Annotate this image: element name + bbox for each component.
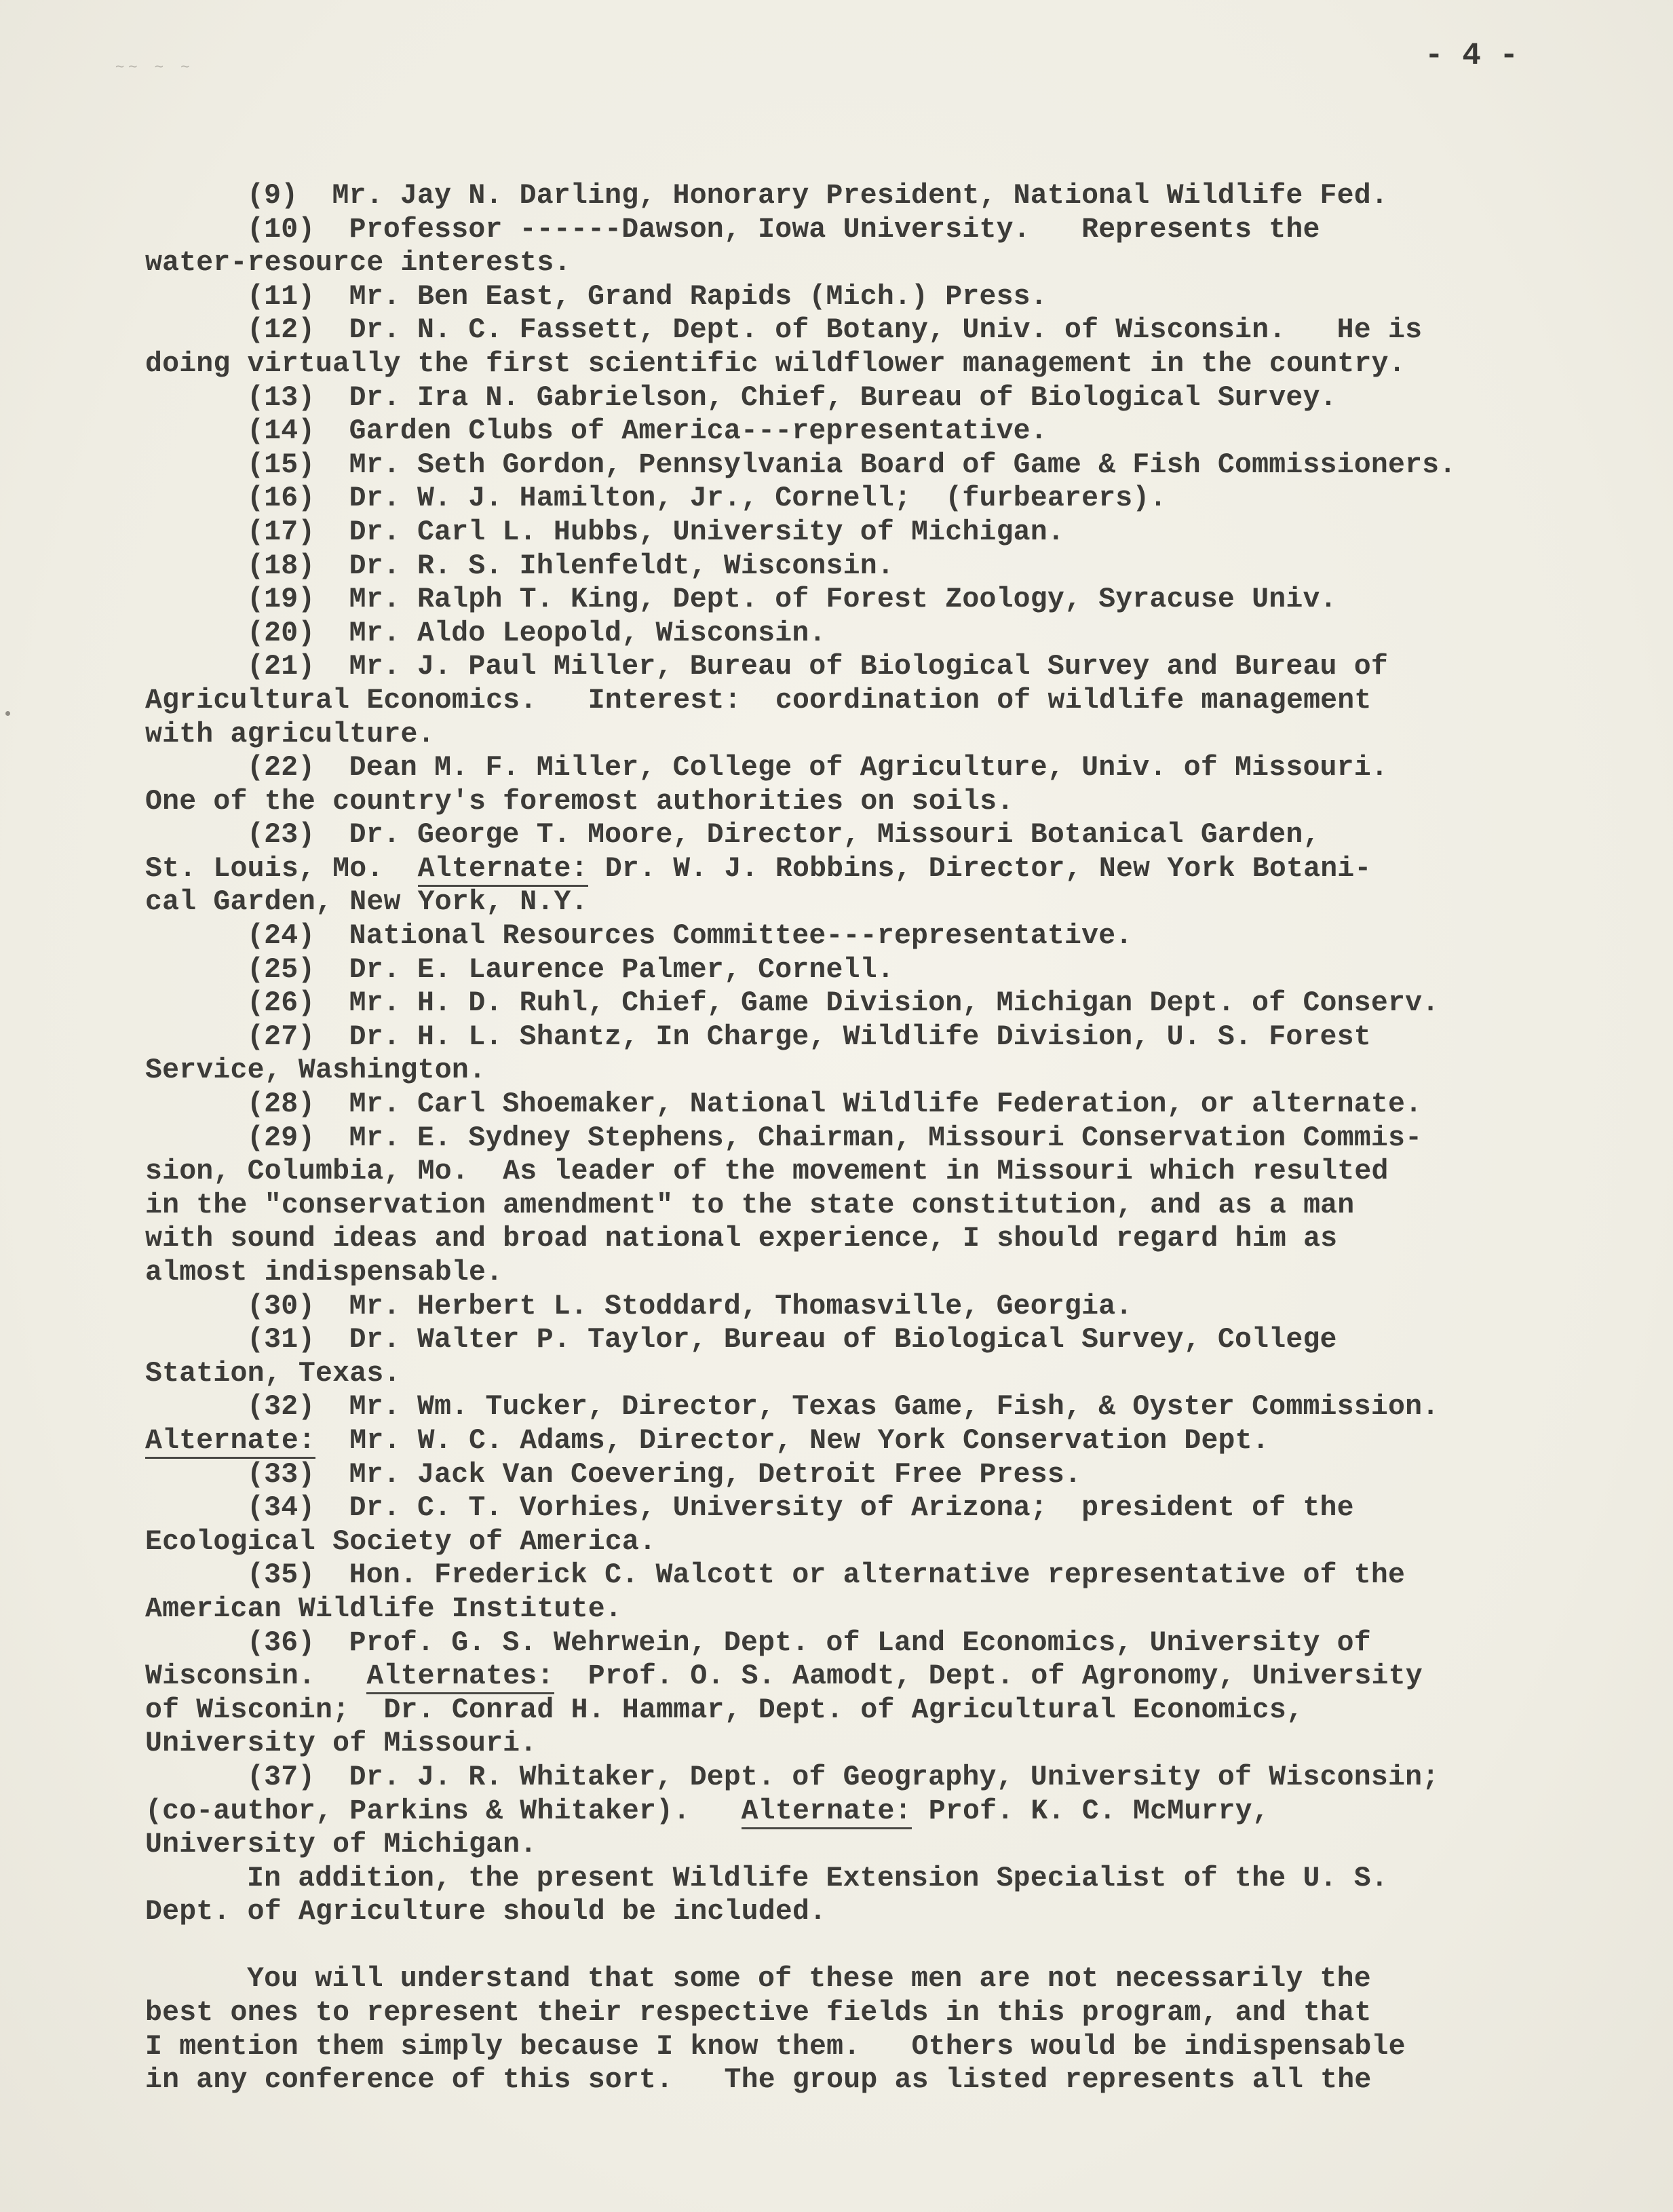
text-line: (11) Mr. Ben East, Grand Rapids (Mich.) Press.: [247, 280, 1047, 313]
text-line: with agriculture.: [145, 718, 435, 750]
text-line: (32) Mr. Wm. Tucker, Director, Texas Game, Fish, & Oyster Commission.: [247, 1391, 1440, 1424]
text-line: (26) Mr. H. D. Ruhl, Chief, Game Division, Michigan Dept. of Conserv.: [247, 987, 1440, 1020]
text-line: of Wisconin; Dr. Conrad H. Hammar, Dept. of Agricultural Economics,: [145, 1694, 1304, 1726]
text-line: (14) Garden Clubs of America---representative.: [247, 415, 1047, 448]
letter-body: [145, 179, 1658, 2097]
line-text: Mr. W. C. Adams, Director, New York Conservation Dept.: [315, 1424, 1269, 1457]
margin-ink-dot: [5, 711, 10, 716]
text-line: (37) Dr. J. R. Whitaker, Dept. of Geography, University of Wisconsin;: [247, 1761, 1440, 1793]
text-line: sion, Columbia, Mo. As leader of the movement in Missouri which resulted: [145, 1156, 1389, 1188]
text-line: in the "conservation amendment" to the state constitution, and as a man: [145, 1189, 1355, 1221]
text-line: Service, Washington.: [145, 1054, 486, 1087]
underlined-label: Alternate:: [742, 1795, 912, 1829]
text-line: doing virtually the first scientific wildflower management in the country.: [145, 347, 1406, 380]
text-line: Dept. of Agriculture should be included.: [145, 1896, 827, 1928]
text-line: (29) Mr. E. Sydney Stephens, Chairman, Missouri Conservation Commis-: [247, 1122, 1423, 1154]
text-line: (28) Mr. Carl Shoemaker, National Wildlife Federation, or alternate.: [247, 1088, 1423, 1121]
text-line: in any conference of this sort. The group as listed represents all the: [145, 2064, 1372, 2097]
text-line: University of Michigan.: [145, 1829, 537, 1861]
text-line: (12) Dr. N. C. Fassett, Dept. of Botany, Univ. of Wisconsin. He is: [247, 314, 1423, 347]
text-line: [145, 1424, 1658, 1458]
text-line: (34) Dr. C. T. Vorhies, University of Arizona; president of the: [247, 1492, 1354, 1525]
underlined-label: Alternate:: [145, 1425, 315, 1459]
text-line: I mention them simply because I know them. Others would be indispensable: [145, 2030, 1406, 2063]
text-line: [145, 852, 1658, 886]
text-line: (19) Mr. Ralph T. King, Dept. of Forest Zoology, Syracuse Univ.: [247, 584, 1337, 616]
text-line: (15) Mr. Seth Gordon, Pennsylvania Board of Game & Fish Commissioners.: [247, 449, 1457, 481]
line-text: Prof. K. C. McMurry,: [911, 1795, 1269, 1827]
text-line: (17) Dr. Carl L. Hubbs, University of Michigan.: [247, 516, 1064, 548]
text-line: with sound ideas and broad national experience, I should regard him as: [145, 1223, 1338, 1255]
text-line: almost indispensable.: [145, 1257, 503, 1289]
text-line: (27) Dr. H. L. Shantz, In Charge, Wildlife Division, U. S. Forest: [247, 1021, 1371, 1053]
corner-smudge: ~~ ~ ~: [115, 58, 194, 75]
text-line: Agricultural Economics. Interest: coordination of wildlife management: [145, 684, 1372, 717]
page-number: - 4 -: [1425, 38, 1519, 73]
text-line: University of Missouri.: [145, 1728, 537, 1760]
text-line: (30) Mr. Herbert L. Stoddard, Thomasville, Georgia.: [247, 1290, 1133, 1322]
line-text: Prof. O. S. Aamodt, Dept. of Agronomy, University: [554, 1660, 1423, 1693]
text-line: (31) Dr. Walter P. Taylor, Bureau of Biological Survey, College: [247, 1324, 1337, 1356]
line-text: Dr. W. J. Robbins, Director, New York Botani-: [588, 852, 1372, 885]
line-text: (co-author, Parkins & Whitaker).: [145, 1795, 742, 1827]
text-line: (22) Dean M. F. Miller, College of Agriculture, Univ. of Missouri.: [247, 752, 1388, 784]
text-line: In addition, the present Wildlife Extension Specialist of the U. S.: [247, 1862, 1388, 1894]
text-line: You will understand that some of these men are not necessarily the: [247, 1963, 1371, 1996]
text-line: (25) Dr. E. Laurence Palmer, Cornell.: [247, 953, 894, 986]
text-line: Ecological Society of America.: [145, 1525, 657, 1558]
text-line: Station, Texas.: [145, 1357, 401, 1390]
text-line: American Wildlife Institute.: [145, 1593, 622, 1625]
text-line: (13) Dr. Ira N. Gabrielson, Chief, Bureau of Biological Survey.: [247, 381, 1337, 414]
text-line: (36) Prof. G. S. Wehrwein, Dept. of Land Economics, University of: [247, 1626, 1371, 1659]
text-line: best ones to represent their respective fields in this program, and that: [145, 1997, 1372, 2029]
line-text: Wisconsin.: [145, 1660, 367, 1693]
text-line: (21) Mr. J. Paul Miller, Bureau of Biological Survey and Bureau of: [247, 651, 1388, 683]
text-line: (35) Hon. Frederick C. Walcott or alternative representative of the: [247, 1559, 1406, 1592]
text-line: (33) Mr. Jack Van Coevering, Detroit Free Press.: [247, 1458, 1082, 1491]
text-line: (18) Dr. R. S. Ihlenfeldt, Wisconsin.: [247, 550, 894, 582]
text-line: (9) Mr. Jay N. Darling, Honorary President, National Wildlife Fed.: [247, 180, 1388, 212]
text-line: [145, 1795, 1658, 1829]
text-line: (23) Dr. George T. Moore, Director, Missouri Botanical Garden,: [247, 819, 1320, 852]
text-line: cal Garden, New York, N.Y.: [145, 886, 588, 919]
text-line: One of the country's foremost authorities on soils.: [145, 785, 1014, 818]
paragraph-gap: [145, 1929, 1658, 1963]
underlined-label: Alternates:: [366, 1660, 554, 1694]
line-text: St. Louis, Mo.: [145, 852, 418, 885]
text-line: (10) Professor ------Dawson, Iowa University. Represents the: [247, 213, 1320, 246]
text-line: (16) Dr. W. J. Hamilton, Jr., Cornell; (furbearers).: [247, 482, 1167, 515]
text-line: (20) Mr. Aldo Leopold, Wisconsin.: [247, 617, 826, 649]
text-line: [145, 1660, 1658, 1694]
text-line: water-resource interests.: [145, 247, 571, 280]
text-line: (24) National Resources Committee---representative.: [247, 920, 1133, 953]
underlined-label: Alternate:: [418, 853, 588, 887]
